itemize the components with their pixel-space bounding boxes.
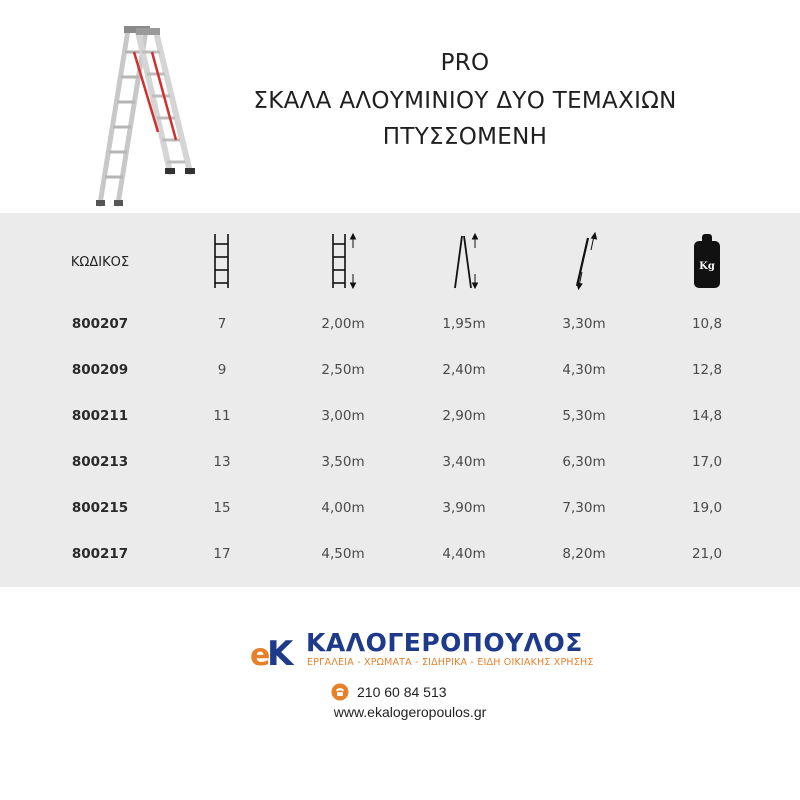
row-code: 800217 bbox=[71, 546, 129, 562]
row-steps: 15 bbox=[213, 500, 231, 516]
table-row bbox=[0, 312, 800, 336]
row-aframe-height: 2,40m bbox=[442, 362, 486, 378]
row-extended-length: 3,30m bbox=[562, 316, 606, 332]
row-extended-length: 6,30m bbox=[562, 454, 606, 470]
row-aframe-height: 3,40m bbox=[442, 454, 486, 470]
row-code: 800207 bbox=[71, 316, 129, 332]
phone-icon bbox=[331, 683, 349, 701]
row-height: 4,00m bbox=[321, 500, 365, 516]
row-weight: 19,0 bbox=[691, 500, 723, 516]
row-code: 800213 bbox=[71, 454, 129, 470]
row-extended-length: 4,30m bbox=[562, 362, 606, 378]
row-extended-length: 8,20m bbox=[562, 546, 606, 562]
table-row bbox=[0, 496, 800, 520]
row-weight: 21,0 bbox=[691, 546, 723, 562]
table-row bbox=[0, 542, 800, 566]
row-aframe-height: 4,40m bbox=[442, 546, 486, 562]
row-steps: 13 bbox=[213, 454, 231, 470]
row-code: 800209 bbox=[71, 362, 129, 378]
row-steps: 7 bbox=[217, 316, 227, 332]
weight-icon-label: Kg bbox=[699, 261, 715, 272]
row-aframe-height: 2,90m bbox=[442, 408, 486, 424]
row-weight: 10,8 bbox=[691, 316, 723, 332]
table-row bbox=[0, 404, 800, 428]
svg-text:e: e bbox=[250, 638, 271, 670]
row-steps: 11 bbox=[213, 408, 231, 424]
table-row bbox=[0, 450, 800, 474]
ladder-product-image bbox=[72, 22, 202, 214]
row-height: 4,50m bbox=[321, 546, 365, 562]
phone-number[interactable]: 210 60 84 513 bbox=[357, 684, 447, 700]
brand-logo-icon bbox=[250, 632, 296, 670]
product-title-line3: ΠΤΥΣΣΟΜΕΝΗ bbox=[382, 124, 548, 150]
row-aframe-height: 3,90m bbox=[442, 500, 486, 516]
row-height: 2,50m bbox=[321, 362, 365, 378]
row-code: 800211 bbox=[71, 408, 129, 424]
product-title-line2: ΣΚΑΛΑ ΑΛΟΥΜΙΝΙΟΥ ΔΥΟ ΤΕΜΑΧΙΩΝ bbox=[253, 88, 677, 114]
row-height: 3,50m bbox=[321, 454, 365, 470]
row-steps: 17 bbox=[213, 546, 231, 562]
row-weight: 14,8 bbox=[691, 408, 723, 424]
row-steps: 9 bbox=[217, 362, 227, 378]
weight-kg-icon bbox=[692, 232, 722, 290]
row-height: 2,00m bbox=[321, 316, 365, 332]
code-column-header: ΚΩΔΙΚΟΣ bbox=[70, 255, 130, 270]
row-weight: 17,0 bbox=[691, 454, 723, 470]
brand-name: ΚΑΛΟΓΕΡΟΠΟΥΛΟΣ bbox=[306, 628, 583, 657]
svg-text:K: K bbox=[267, 634, 294, 670]
ladder-steps-icon bbox=[212, 232, 232, 290]
row-aframe-height: 1,95m bbox=[442, 316, 486, 332]
website-link[interactable]: www.ekalogeropoulos.gr bbox=[333, 704, 487, 720]
product-title-line1: PRO bbox=[440, 50, 490, 76]
table-row bbox=[0, 358, 800, 382]
ladder-height-icon bbox=[330, 232, 358, 290]
row-weight: 12,8 bbox=[691, 362, 723, 378]
row-extended-length: 5,30m bbox=[562, 408, 606, 424]
a-frame-height-icon bbox=[452, 232, 480, 290]
brand-tagline: ΕΡΓΑΛΕΙΑ - ΧΡΩΜΑΤΑ - ΣΙΔΗΡΙΚΑ - ΕΙΔΗ ΟΙΚΙΑΚΗΣ ΧΡΗΣΗΣ bbox=[307, 657, 594, 668]
row-code: 800215 bbox=[71, 500, 129, 516]
row-extended-length: 7,30m bbox=[562, 500, 606, 516]
extended-length-icon bbox=[572, 232, 600, 290]
row-height: 3,00m bbox=[321, 408, 365, 424]
